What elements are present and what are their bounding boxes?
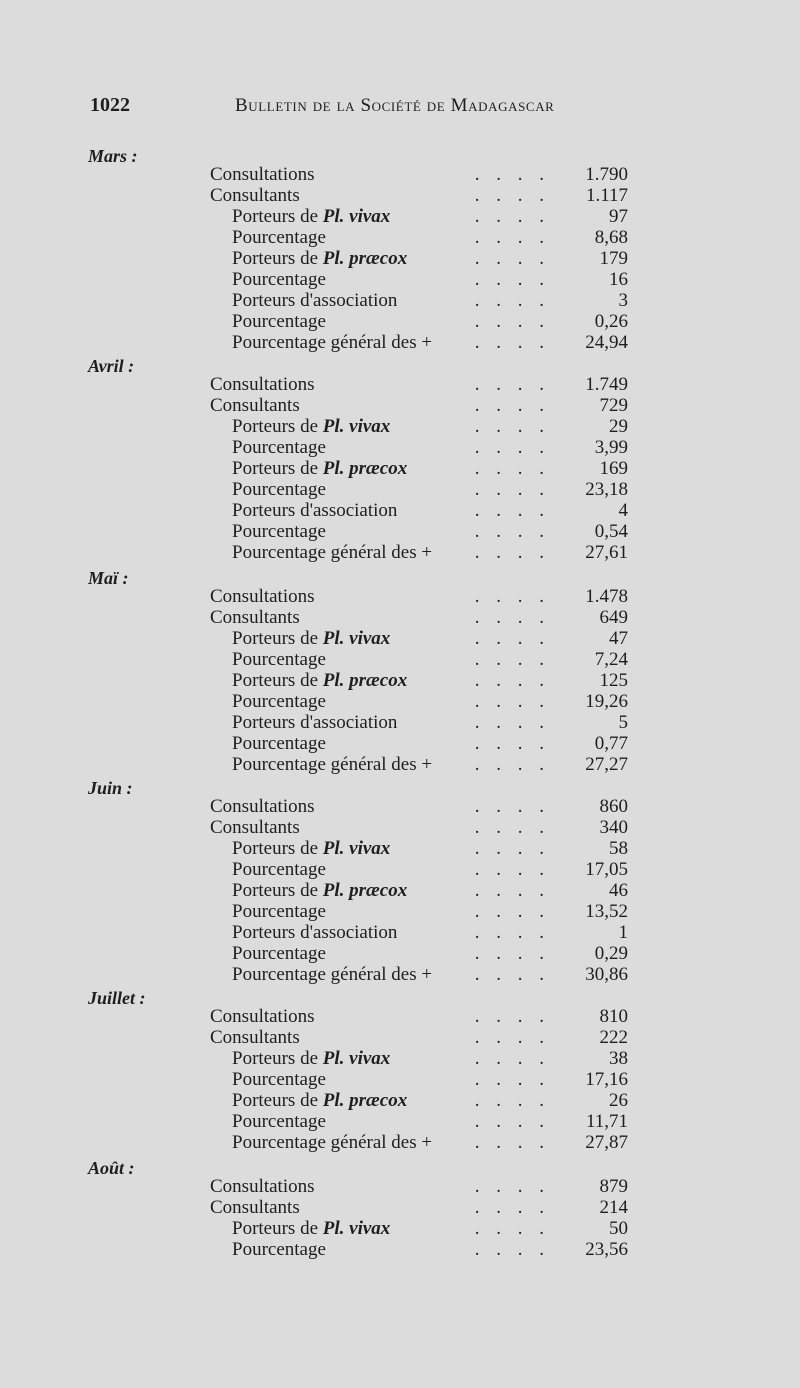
species-name: Pl. præcox bbox=[322, 670, 408, 691]
row-label: Consultants bbox=[210, 395, 304, 416]
row-label: Consultations bbox=[210, 586, 319, 607]
row-label: Pourcentage bbox=[210, 437, 330, 458]
table-row bbox=[210, 206, 628, 227]
row-label: Porteurs de Pl. vivax bbox=[210, 1048, 394, 1069]
leader-dots: . . . . bbox=[474, 943, 550, 964]
leader-dots: . . . . bbox=[474, 712, 550, 733]
leader-dots: . . . . bbox=[474, 227, 550, 248]
leader-dots: . . . . bbox=[474, 206, 550, 227]
leader-dots: . . . . bbox=[474, 1006, 550, 1027]
species-name: Pl. vivax bbox=[322, 1218, 391, 1239]
row-label: Pourcentage bbox=[210, 269, 330, 290]
row-label: Porteurs de Pl. vivax bbox=[210, 416, 394, 437]
row-value: 97 bbox=[609, 206, 628, 227]
table-row bbox=[210, 1048, 628, 1069]
row-value: 8,68 bbox=[594, 227, 628, 248]
leader-dots: . . . . bbox=[474, 733, 550, 754]
table-row bbox=[210, 185, 628, 206]
table-row bbox=[210, 943, 628, 964]
row-label: Consultations bbox=[210, 164, 319, 185]
leader-dots: . . . . bbox=[474, 395, 550, 416]
table-row bbox=[210, 628, 628, 649]
table-row bbox=[210, 1069, 628, 1090]
table-row bbox=[210, 1176, 628, 1197]
row-label: Porteurs d'association bbox=[210, 500, 401, 521]
table-row bbox=[210, 290, 628, 311]
row-label: Porteurs d'association bbox=[210, 712, 401, 733]
table-row bbox=[210, 1218, 628, 1239]
leader-dots: . . . . bbox=[474, 290, 550, 311]
row-value: 169 bbox=[599, 458, 628, 479]
row-label: Porteurs d'association bbox=[210, 922, 401, 943]
row-value: 1.117 bbox=[585, 185, 628, 206]
table-row bbox=[210, 901, 628, 922]
leader-dots: . . . . bbox=[474, 880, 550, 901]
row-label: Porteurs de Pl. vivax bbox=[210, 838, 394, 859]
table-row bbox=[210, 1090, 628, 1111]
leader-dots: . . . . bbox=[474, 838, 550, 859]
month-label: Avril : bbox=[88, 356, 135, 376]
table-row bbox=[210, 248, 628, 269]
row-value: 0,26 bbox=[594, 311, 628, 332]
month-label: Mars : bbox=[88, 146, 138, 166]
row-value: 38 bbox=[609, 1048, 628, 1069]
row-label: Pourcentage bbox=[210, 311, 330, 332]
species-name: Pl. vivax bbox=[322, 628, 391, 649]
row-value: 5 bbox=[618, 712, 628, 733]
table-row bbox=[210, 586, 628, 607]
row-label: Consultations bbox=[210, 374, 319, 395]
leader-dots: . . . . bbox=[474, 542, 550, 563]
row-label: Pourcentage général des + bbox=[210, 332, 436, 353]
row-label: Consultants bbox=[210, 607, 304, 628]
row-value: 29 bbox=[609, 416, 628, 437]
leader-dots: . . . . bbox=[474, 248, 550, 269]
page-header bbox=[90, 94, 615, 118]
row-value: 47 bbox=[609, 628, 628, 649]
species-name: Pl. præcox bbox=[322, 1090, 408, 1111]
leader-dots: . . . . bbox=[474, 859, 550, 880]
leader-dots: . . . . bbox=[474, 901, 550, 922]
row-label: Porteurs d'association bbox=[210, 290, 401, 311]
leader-dots: . . . . bbox=[474, 649, 550, 670]
table-row bbox=[210, 1027, 628, 1048]
running-title: Bulletin de la Société de Madagascar bbox=[235, 95, 555, 116]
row-label: Pourcentage bbox=[210, 691, 330, 712]
row-label: Pourcentage bbox=[210, 649, 330, 670]
row-label: Consultants bbox=[210, 1027, 304, 1048]
row-label: Consultants bbox=[210, 817, 304, 838]
row-value: 23,18 bbox=[585, 479, 628, 500]
species-name: Pl. præcox bbox=[322, 248, 408, 269]
row-value: 879 bbox=[599, 1176, 628, 1197]
table-row bbox=[210, 964, 628, 985]
row-label: Pourcentage bbox=[210, 521, 330, 542]
species-name: Pl. vivax bbox=[322, 206, 391, 227]
table-row bbox=[210, 649, 628, 670]
row-value: 24,94 bbox=[585, 332, 628, 353]
row-label: Consultations bbox=[210, 1176, 319, 1197]
leader-dots: . . . . bbox=[474, 1218, 550, 1239]
row-label: Porteurs de Pl. præcox bbox=[210, 880, 411, 901]
leader-dots: . . . . bbox=[474, 754, 550, 775]
leader-dots: . . . . bbox=[474, 586, 550, 607]
row-label: Porteurs de Pl. præcox bbox=[210, 1090, 411, 1111]
leader-dots: . . . . bbox=[474, 628, 550, 649]
table-row bbox=[210, 733, 628, 754]
row-value: 179 bbox=[599, 248, 628, 269]
leader-dots: . . . . bbox=[474, 458, 550, 479]
table-row bbox=[210, 416, 628, 437]
row-value: 0,77 bbox=[594, 733, 628, 754]
species-name: Pl. præcox bbox=[322, 880, 408, 901]
row-value: 11,71 bbox=[585, 1111, 628, 1132]
table-row bbox=[210, 479, 628, 500]
row-value: 17,16 bbox=[585, 1069, 628, 1090]
table-row bbox=[210, 374, 628, 395]
month-label: Juin : bbox=[88, 778, 133, 798]
row-value: 0,54 bbox=[594, 521, 628, 542]
row-label: Porteurs de Pl. præcox bbox=[210, 670, 411, 691]
row-value: 16 bbox=[609, 269, 628, 290]
row-label: Pourcentage bbox=[210, 901, 330, 922]
leader-dots: . . . . bbox=[474, 332, 550, 353]
month-label: Maï : bbox=[88, 568, 129, 588]
row-value: 860 bbox=[599, 796, 628, 817]
table-row bbox=[210, 164, 628, 185]
row-value: 125 bbox=[599, 670, 628, 691]
leader-dots: . . . . bbox=[474, 269, 550, 290]
leader-dots: . . . . bbox=[474, 521, 550, 542]
leader-dots: . . . . bbox=[474, 670, 550, 691]
table-row bbox=[210, 1197, 628, 1218]
leader-dots: . . . . bbox=[474, 500, 550, 521]
row-label: Pourcentage bbox=[210, 479, 330, 500]
table-row bbox=[210, 670, 628, 691]
page-number: 1022 bbox=[90, 94, 130, 116]
table-row bbox=[210, 437, 628, 458]
row-value: 1.790 bbox=[585, 164, 628, 185]
row-value: 1.749 bbox=[585, 374, 628, 395]
leader-dots: . . . . bbox=[474, 1027, 550, 1048]
row-label: Consultants bbox=[210, 1197, 304, 1218]
row-value: 649 bbox=[599, 607, 628, 628]
table-row bbox=[210, 542, 628, 563]
row-value: 30,86 bbox=[585, 964, 628, 985]
leader-dots: . . . . bbox=[474, 964, 550, 985]
row-value: 19,26 bbox=[585, 691, 628, 712]
row-value: 17,05 bbox=[585, 859, 628, 880]
leader-dots: . . . . bbox=[474, 1069, 550, 1090]
row-value: 214 bbox=[599, 1197, 628, 1218]
row-value: 23,56 bbox=[585, 1239, 628, 1260]
leader-dots: . . . . bbox=[474, 1111, 550, 1132]
species-name: Pl. vivax bbox=[322, 416, 391, 437]
row-label: Pourcentage bbox=[210, 227, 330, 248]
table-row bbox=[210, 607, 628, 628]
table-row bbox=[210, 458, 628, 479]
leader-dots: . . . . bbox=[474, 311, 550, 332]
row-value: 27,61 bbox=[585, 542, 628, 563]
row-label: Porteurs de Pl. præcox bbox=[210, 458, 411, 479]
table-row bbox=[210, 880, 628, 901]
row-value: 810 bbox=[599, 1006, 628, 1027]
row-value: 7,24 bbox=[594, 649, 628, 670]
leader-dots: . . . . bbox=[474, 374, 550, 395]
leader-dots: . . . . bbox=[474, 1132, 550, 1153]
row-label: Porteurs de Pl. præcox bbox=[210, 248, 411, 269]
row-label: Consultations bbox=[210, 1006, 319, 1027]
row-label: Porteurs de Pl. vivax bbox=[210, 1218, 394, 1239]
row-value: 27,87 bbox=[585, 1132, 628, 1153]
table-row bbox=[210, 712, 628, 733]
table-row bbox=[210, 796, 628, 817]
row-label: Pourcentage bbox=[210, 1239, 330, 1260]
row-label: Consultations bbox=[210, 796, 319, 817]
row-value: 46 bbox=[609, 880, 628, 901]
row-value: 729 bbox=[599, 395, 628, 416]
leader-dots: . . . . bbox=[474, 691, 550, 712]
row-label: Pourcentage bbox=[210, 1069, 330, 1090]
row-value: 340 bbox=[599, 817, 628, 838]
leader-dots: . . . . bbox=[474, 185, 550, 206]
table-row bbox=[210, 754, 628, 775]
table-row bbox=[210, 1111, 628, 1132]
table-row bbox=[210, 817, 628, 838]
row-label: Pourcentage général des + bbox=[210, 542, 436, 563]
row-value: 1.478 bbox=[585, 586, 628, 607]
row-value: 222 bbox=[599, 1027, 628, 1048]
row-value: 4 bbox=[618, 500, 628, 521]
row-label: Pourcentage général des + bbox=[210, 1132, 436, 1153]
table-row bbox=[210, 500, 628, 521]
table-row bbox=[210, 332, 628, 353]
table-row bbox=[210, 311, 628, 332]
row-label: Pourcentage général des + bbox=[210, 964, 436, 985]
row-value: 58 bbox=[609, 838, 628, 859]
row-value: 13,52 bbox=[585, 901, 628, 922]
leader-dots: . . . . bbox=[474, 922, 550, 943]
leader-dots: . . . . bbox=[474, 437, 550, 458]
leader-dots: . . . . bbox=[474, 1048, 550, 1069]
row-value: 3 bbox=[618, 290, 628, 311]
row-label: Pourcentage général des + bbox=[210, 754, 436, 775]
leader-dots: . . . . bbox=[474, 607, 550, 628]
leader-dots: . . . . bbox=[474, 1090, 550, 1111]
table-row bbox=[210, 859, 628, 880]
leader-dots: . . . . bbox=[474, 796, 550, 817]
species-name: Pl. vivax bbox=[322, 1048, 391, 1069]
row-label: Consultants bbox=[210, 185, 304, 206]
row-label: Pourcentage bbox=[210, 733, 330, 754]
table-row bbox=[210, 395, 628, 416]
table-row bbox=[210, 1006, 628, 1027]
row-label: Pourcentage bbox=[210, 859, 330, 880]
leader-dots: . . . . bbox=[474, 479, 550, 500]
table-row bbox=[210, 1239, 628, 1260]
month-label: Août : bbox=[88, 1158, 135, 1178]
leader-dots: . . . . bbox=[474, 817, 550, 838]
species-name: Pl. præcox bbox=[322, 458, 408, 479]
table-row bbox=[210, 521, 628, 542]
leader-dots: . . . . bbox=[474, 164, 550, 185]
leader-dots: . . . . bbox=[474, 416, 550, 437]
row-value: 50 bbox=[609, 1218, 628, 1239]
month-label: Juillet : bbox=[88, 988, 146, 1008]
row-label: Pourcentage bbox=[210, 1111, 330, 1132]
leader-dots: . . . . bbox=[474, 1239, 550, 1260]
table-row bbox=[210, 691, 628, 712]
species-name: Pl. vivax bbox=[322, 838, 391, 859]
row-label: Porteurs de Pl. vivax bbox=[210, 628, 394, 649]
row-value: 1 bbox=[618, 922, 628, 943]
row-value: 0,29 bbox=[594, 943, 628, 964]
table-row bbox=[210, 269, 628, 290]
row-value: 3,99 bbox=[594, 437, 628, 458]
table-row bbox=[210, 838, 628, 859]
table-row bbox=[210, 227, 628, 248]
table-row bbox=[210, 922, 628, 943]
row-value: 27,27 bbox=[585, 754, 628, 775]
row-label: Pourcentage bbox=[210, 943, 330, 964]
table-row bbox=[210, 1132, 628, 1153]
leader-dots: . . . . bbox=[474, 1176, 550, 1197]
leader-dots: . . . . bbox=[474, 1197, 550, 1218]
row-value: 26 bbox=[609, 1090, 628, 1111]
row-label: Porteurs de Pl. vivax bbox=[210, 206, 394, 227]
